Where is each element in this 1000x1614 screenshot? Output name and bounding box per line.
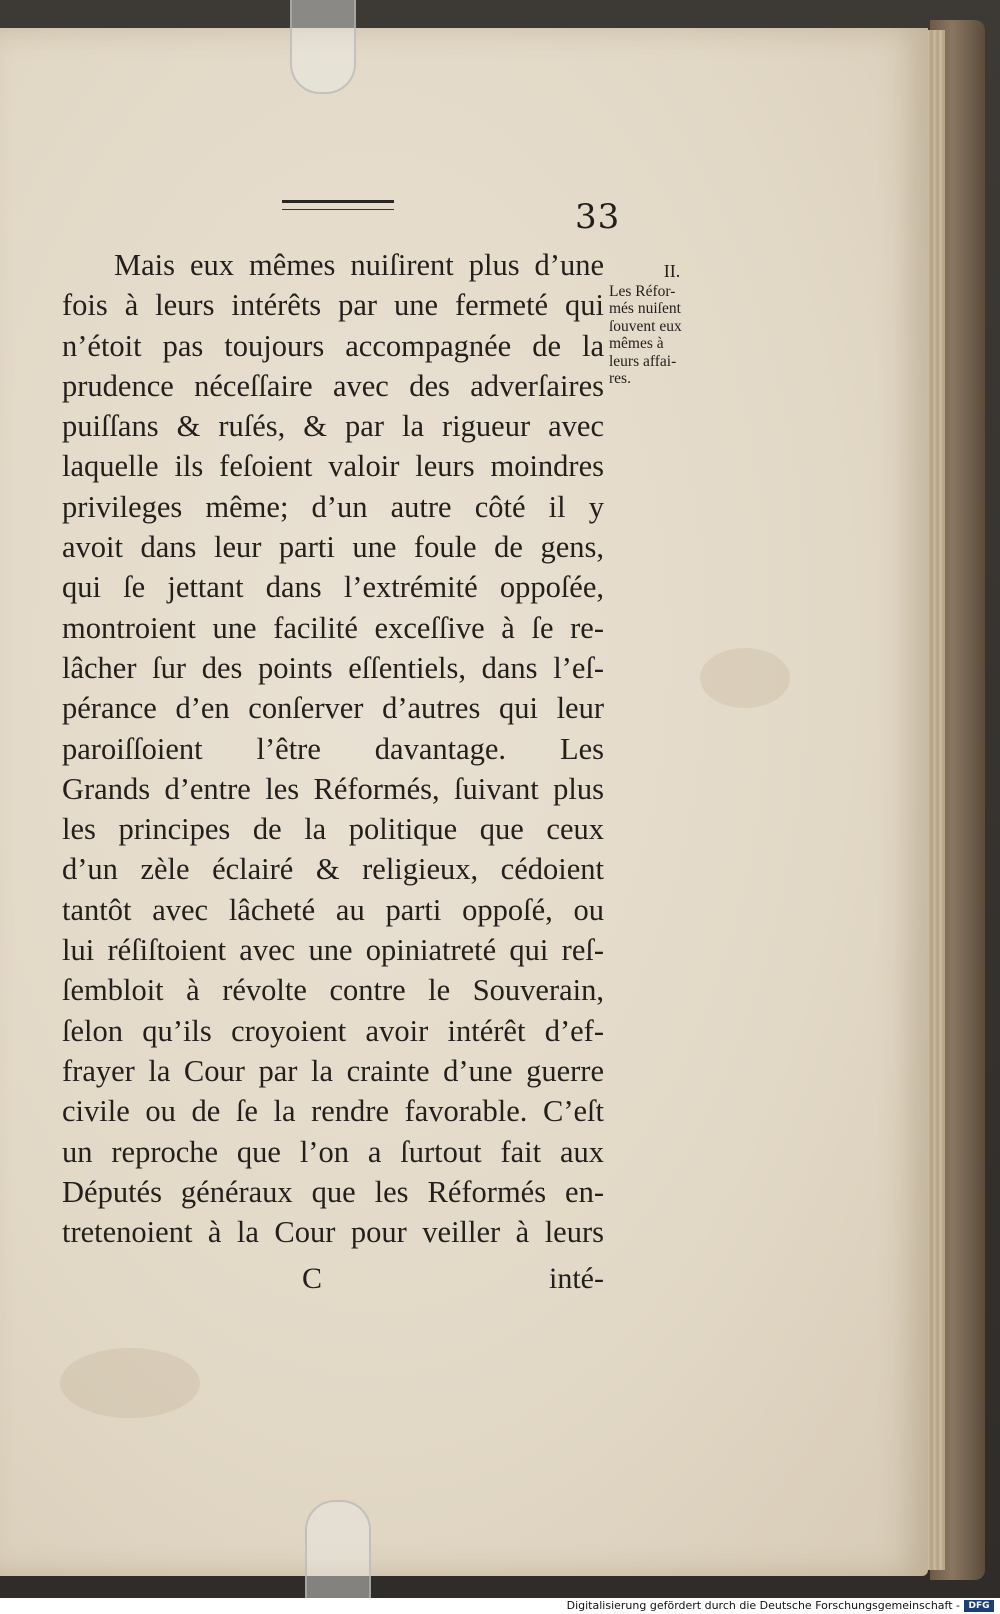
text-line: laquelle ils feſoient valoir leurs moindres (62, 449, 604, 484)
marginal-note-line: leurs affai- (609, 352, 677, 370)
marginal-note-line: mêmes à (609, 335, 664, 352)
text-line: lâcher ſur des points eſſentiels, dans l’eſ- (62, 650, 604, 685)
text-line: frayer la Cour par la crainte d’une guerre (62, 1053, 604, 1088)
catchline (62, 1262, 604, 1302)
marginal-note-number: II. (663, 261, 681, 281)
text-line: puiſſans & ruſés, & par la rigueur avec (62, 409, 604, 444)
text-line: paroiſſoient l’être davantage. Les (62, 731, 604, 766)
text-line: privileges même; d’un autre côté il y (62, 489, 604, 524)
text-line: n’étoit pas toujours accompagnée de la (62, 328, 604, 363)
paper-stain (700, 648, 790, 708)
text-line: tantôt avec lâcheté au parti oppoſé, ou (62, 892, 604, 927)
text-line: montroient une facilité exceſſive à ſe re- (62, 610, 604, 645)
text-line: pérance d’en conſerver d’autres qui leur (62, 691, 604, 726)
text-line: ſembloit à révolte contre le Souverain, (62, 973, 604, 1008)
clip-bottom (305, 1500, 371, 1602)
text-line: tretenoient à la Cour pour veiller à leurs (62, 1215, 604, 1250)
text-line: fois à leurs intérêts par une fermeté qui (62, 288, 604, 323)
marginal-note-line: més nuiſent (609, 300, 681, 317)
text-line: lui réſiſtoient avec une opiniatreté qui reſ- (62, 933, 604, 968)
funding-credit: Digitalisierung gefördert durch die Deutsche Forschungsgemeinschaft - (566, 1599, 960, 1612)
text-line: d’un zèle éclairé & religieux, cédoient (62, 852, 604, 887)
text-line: les principes de la politique que ceux (62, 812, 604, 847)
text-line: prudence néceſſaire avec des adverſaires (62, 368, 604, 403)
text-line: Grands d’entre les Réformés, ſuivant plus (62, 771, 604, 806)
catchword: inté- (549, 1262, 604, 1295)
marginal-note-line: res. (609, 370, 631, 387)
text-line: qui ſe jettant dans l’extrémité oppoſée, (62, 570, 604, 605)
text-line: Mais eux mêmes nuiſirent plus d’une (114, 248, 604, 282)
marginal-note-line: Les Réfor- (609, 282, 676, 300)
text-line: Députés généraux que les Réformés en- (62, 1174, 604, 1209)
text-line: ſelon qu’ils croyoient avoir intérêt d’ef- (62, 1013, 604, 1048)
paper-stain (60, 1348, 200, 1418)
dfg-logo: DFG (964, 1600, 994, 1612)
clip-top (290, 0, 356, 94)
body-text (62, 245, 604, 1252)
text-line: avoit dans leur parti une foule de gens, (62, 530, 604, 565)
header-rule (282, 200, 394, 210)
marginal-note-line: ſouvent eux (609, 317, 682, 335)
page-number: 33 (575, 197, 621, 237)
marginal-note (609, 263, 715, 388)
signature-mark: C (302, 1262, 323, 1295)
text-line: un reproche que l’on a ſurtout fait aux (62, 1134, 604, 1169)
text-line: civile ou de ſe la rendre favorable. C’eſt (62, 1094, 604, 1129)
